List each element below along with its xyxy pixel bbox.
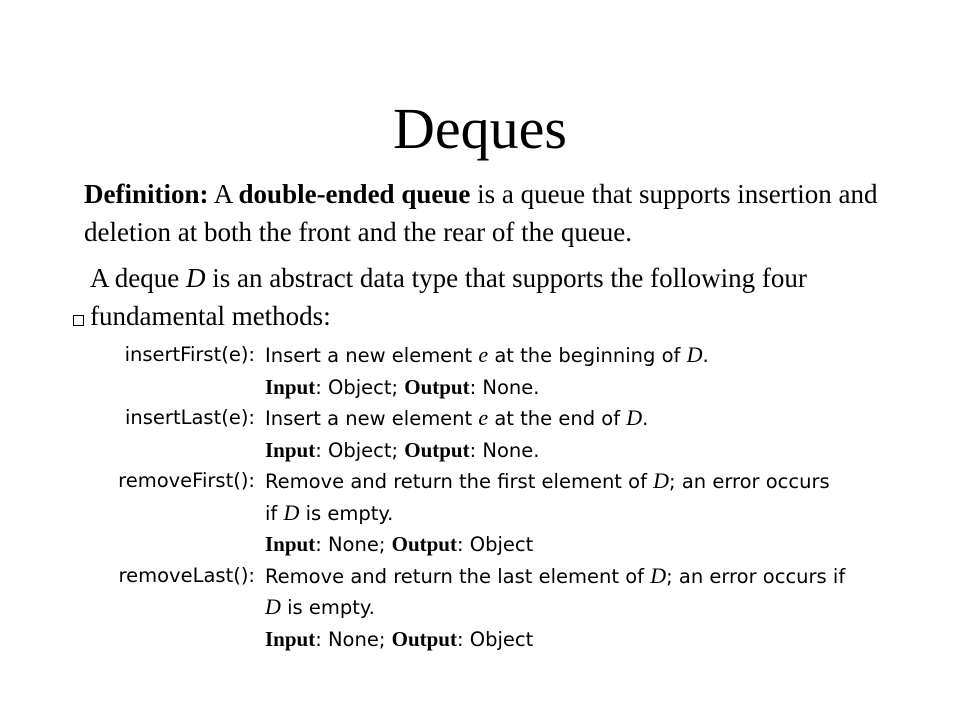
method-row-cont: [90, 498, 905, 530]
method-io-row: [90, 529, 905, 561]
method-description: [265, 561, 905, 593]
method-row: [90, 403, 905, 435]
desc-text: is empty.: [280, 596, 375, 619]
method-description-cont: [265, 592, 905, 624]
output-label: Output: [404, 374, 470, 399]
methods-list: [90, 340, 905, 655]
output-label: Output: [391, 626, 457, 651]
desc-var: D: [650, 562, 667, 588]
desc-text: Remove and return the first element of: [265, 470, 654, 493]
input-value: : None;: [315, 533, 392, 556]
input-label: Input: [265, 374, 316, 399]
definition-paragraph: [84, 175, 934, 251]
method-description-cont: [265, 498, 905, 530]
method-io-row: [90, 624, 905, 656]
output-value: : None.: [469, 375, 540, 399]
intro-paragraph: [90, 259, 940, 335]
input-value: : None;: [315, 627, 392, 651]
method-signature: insertLast(e):: [125, 406, 255, 429]
method-io-row: [90, 435, 905, 467]
desc-var: D: [686, 342, 703, 367]
desc-text: Insert a new element: [265, 407, 479, 430]
method-io: [265, 372, 905, 404]
method-description: [265, 466, 905, 498]
desc-var: e: [478, 342, 489, 367]
input-label: Input: [265, 626, 316, 651]
desc-text: is empty.: [299, 501, 394, 525]
method-description: [265, 340, 905, 372]
output-value: : Object: [456, 627, 534, 651]
desc-text: .: [702, 344, 709, 367]
desc-text: at the beginning of: [488, 344, 687, 367]
definition-term: double-ended queue: [238, 179, 471, 209]
desc-text: Insert a new element: [265, 344, 479, 367]
desc-text: .: [642, 407, 649, 430]
desc-text: Remove and return the last element of: [265, 564, 651, 588]
desc-var: D: [283, 499, 300, 525]
intro-part1: A deque: [90, 263, 186, 293]
bullet-box-icon: [73, 315, 84, 326]
method-io: [265, 624, 905, 656]
desc-text: ; an error occurs if: [666, 564, 846, 588]
intro-part2: is an abstract data type that supports the following four fundamental methods:: [90, 263, 807, 331]
desc-var: D: [626, 405, 643, 430]
method-io: [265, 435, 905, 467]
method-signature: insertFirst(e):: [124, 343, 255, 366]
desc-var: D: [265, 594, 281, 619]
method-row-cont: [90, 592, 905, 624]
input-value: : Object;: [315, 375, 405, 399]
desc-text: ; an error occurs: [669, 470, 830, 493]
desc-text: at the end of: [488, 407, 627, 430]
input-value: : Object;: [315, 438, 405, 462]
definition-pre: A: [208, 179, 239, 209]
method-row: [90, 340, 905, 372]
desc-var: D: [653, 468, 670, 493]
definition-label: Definition:: [84, 179, 209, 209]
desc-text: if: [265, 501, 284, 525]
method-signature: removeFirst():: [118, 469, 255, 492]
output-label: Output: [391, 532, 457, 556]
desc-var: e: [478, 405, 489, 430]
input-label: Input: [265, 532, 316, 556]
method-io: [265, 529, 905, 561]
method-io-row: [90, 372, 905, 404]
intro-var: D: [185, 263, 206, 293]
method-row: [90, 466, 905, 498]
output-value: : Object: [456, 533, 534, 556]
method-description: [265, 403, 905, 435]
output-label: Output: [404, 437, 470, 462]
slide-title: Deques: [393, 96, 567, 161]
input-label: Input: [265, 437, 316, 462]
method-signature: removeLast():: [118, 563, 255, 587]
output-value: : None.: [469, 438, 540, 462]
method-row: [90, 561, 905, 593]
definition-post: is a queue that supports insertion and deletion at both the front and the rear of the queue.: [84, 179, 878, 247]
